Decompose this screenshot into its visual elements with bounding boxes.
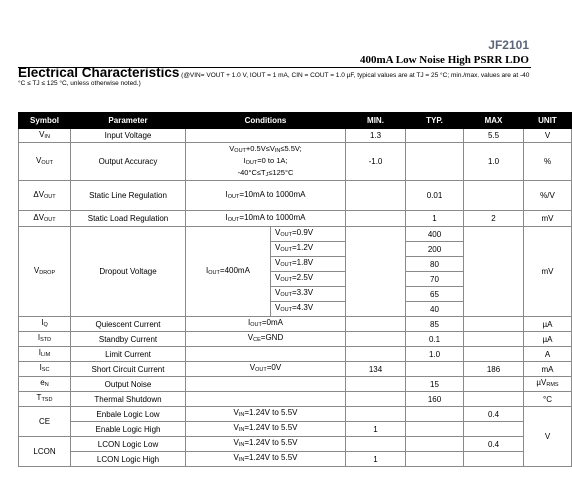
cond-text: V	[275, 228, 281, 237]
symbol-text: ΔV	[33, 189, 45, 199]
col-unit: UNIT	[524, 113, 572, 129]
part-number: JF2101	[488, 38, 529, 52]
table-row	[19, 181, 572, 211]
col-max: MAX	[464, 113, 524, 129]
cond-text: =1.24V to 5.5V	[244, 423, 298, 432]
parameter-cell: Static Load Regulation	[71, 211, 186, 227]
parameter-cell: Dropout Voltage	[71, 227, 186, 317]
symbol-sub: IN	[44, 133, 50, 140]
symbol-cell	[19, 129, 71, 143]
cond-text: =0V	[266, 363, 282, 372]
cond-sub: OUT	[208, 269, 220, 276]
cond-text: =3.3V	[291, 288, 314, 297]
symbol-sub: STD	[40, 337, 52, 343]
parameter-cell: LCON Logic Low	[71, 437, 186, 452]
typ-cell	[406, 437, 464, 452]
typ-cell: 200	[406, 242, 464, 257]
parameter-cell: Static Line Regulation	[71, 181, 186, 211]
symbol-sub: N	[44, 382, 49, 388]
typ-cell: 400	[406, 227, 464, 242]
typ-cell: 70	[406, 272, 464, 287]
cond-sub: OUT	[245, 159, 258, 166]
cond-text: V	[247, 333, 254, 342]
cond-text: V	[275, 243, 281, 252]
table-row	[19, 129, 572, 143]
cond-sub: OUT	[280, 232, 292, 238]
min-cell	[346, 211, 406, 227]
col-symbol: Symbol	[19, 113, 71, 129]
typ-cell	[406, 362, 464, 377]
col-conditions: Conditions	[186, 113, 346, 129]
cond-text: +0.5V≤V	[245, 143, 275, 153]
cond-sub: OUT	[227, 216, 240, 223]
unit-cell: mV	[524, 211, 572, 227]
subcondition-cell	[271, 287, 346, 302]
cond-text: I	[225, 212, 228, 222]
typ-cell: 0.01	[406, 181, 464, 211]
conditions-cell	[186, 362, 346, 377]
min-cell	[346, 227, 406, 317]
parameter-cell: Short Circuit Current	[71, 362, 186, 377]
conditions-cell	[186, 422, 346, 437]
table-row	[19, 437, 572, 452]
table-row	[19, 362, 572, 377]
cond-sub: OUT	[234, 147, 246, 154]
unit-cell: %	[524, 143, 572, 181]
section-heading	[18, 65, 533, 88]
min-cell: 1	[346, 422, 406, 437]
symbol-cell	[19, 181, 71, 211]
table-row	[19, 211, 572, 227]
symbol-cell	[19, 143, 71, 181]
col-min: MIN.	[346, 113, 406, 129]
conditions-cell	[186, 181, 346, 211]
max-cell: 2	[464, 211, 524, 227]
cond-text: =0mA	[261, 318, 283, 327]
cond-text: V	[233, 453, 239, 462]
table-row	[19, 452, 572, 467]
condition-line	[188, 168, 343, 180]
max-cell	[464, 347, 524, 362]
table-row	[19, 143, 572, 181]
subcondition-cell	[271, 227, 346, 242]
max-cell: 5.5	[464, 129, 524, 143]
cond-text: =1.8V	[291, 258, 314, 267]
cond-text: V	[249, 363, 256, 372]
min-cell	[346, 407, 406, 422]
parameter-cell: Output Accuracy	[71, 143, 186, 181]
min-cell	[346, 392, 406, 407]
cond-text: I	[225, 189, 228, 199]
cond-sub: OUT	[227, 193, 240, 200]
parameter-cell: Enable Logic High	[71, 422, 186, 437]
symbol-sub: OUT	[44, 216, 56, 223]
cond-text: =1.24V to 5.5V	[244, 408, 298, 417]
typ-cell: 80	[406, 257, 464, 272]
cond-sub: IN	[274, 147, 281, 154]
symbol-sub: Q	[43, 322, 48, 328]
unit-cell: V	[524, 129, 572, 143]
parameter-cell: Enbale Logic Low	[71, 407, 186, 422]
min-cell	[346, 377, 406, 392]
typ-cell	[406, 407, 464, 422]
cond-text: V	[233, 438, 239, 447]
condition-line	[188, 156, 343, 168]
min-cell	[346, 332, 406, 347]
conditions-cell	[186, 377, 346, 392]
cond-text: =0 to 1A;	[257, 155, 288, 165]
conditions-cell	[186, 407, 346, 422]
conditions-cell	[186, 143, 346, 181]
max-cell: 0.4	[464, 437, 524, 452]
symbol-cell	[19, 211, 71, 227]
table-row	[19, 377, 572, 392]
max-cell: 186	[464, 362, 524, 377]
cond-sub: OUT	[280, 262, 292, 268]
unit-cell: %/V	[524, 181, 572, 211]
conditions-cell	[186, 452, 346, 467]
symbol-text: ΔV	[33, 212, 45, 222]
cond-text: I	[206, 265, 209, 275]
parameter-cell: Standby Current	[71, 332, 186, 347]
unit-cell: mA	[524, 362, 572, 377]
max-cell: 0.4	[464, 407, 524, 422]
symbol-text: I	[38, 348, 42, 357]
max-cell	[464, 392, 524, 407]
cond-sub: OUT	[250, 322, 262, 328]
conditions-cell	[186, 437, 346, 452]
cond-text: V	[275, 288, 281, 297]
parameter-cell: Input Voltage	[71, 129, 186, 143]
table-row	[19, 392, 572, 407]
table-row	[19, 407, 572, 422]
min-cell	[346, 437, 406, 452]
cond-text: =1.24V to 5.5V	[244, 438, 298, 447]
min-cell	[346, 181, 406, 211]
subcondition-cell	[271, 272, 346, 287]
parameter-cell: Quiescent Current	[71, 317, 186, 332]
max-cell	[464, 227, 524, 317]
symbol-sub: OUT	[44, 193, 56, 200]
conditions-cell	[186, 227, 271, 317]
min-cell	[346, 347, 406, 362]
cond-sub: IN	[238, 457, 245, 463]
cond-text: V	[275, 273, 281, 282]
symbol-sub: OUT	[41, 159, 53, 166]
typ-cell: 40	[406, 302, 464, 317]
cond-sub: OUT	[280, 277, 292, 283]
typ-cell	[406, 422, 464, 437]
symbol-sub: DROP	[39, 269, 56, 276]
min-cell: -1.0	[346, 143, 406, 181]
cond-sub: IN	[238, 427, 245, 433]
typ-cell	[406, 129, 464, 143]
symbol-cell: CE	[19, 407, 71, 437]
symbol-text: I	[39, 363, 42, 372]
max-cell	[464, 332, 524, 347]
symbol-cell	[19, 347, 71, 362]
symbol-text: T	[36, 393, 42, 402]
typ-cell: 85	[406, 317, 464, 332]
cond-text: -40°C≤T	[237, 167, 266, 177]
subcondition-cell	[271, 257, 346, 272]
max-cell	[464, 181, 524, 211]
cond-text: V	[275, 303, 281, 312]
typ-cell	[406, 143, 464, 181]
symbol-cell	[19, 332, 71, 347]
typ-cell: 65	[406, 287, 464, 302]
cond-text: V	[229, 143, 235, 153]
symbol-cell	[19, 317, 71, 332]
table-row	[19, 332, 572, 347]
cond-text: =2.5V	[291, 273, 314, 282]
subcondition-cell	[271, 302, 346, 317]
section-conditions: (@VIN= VOUT + 1.0 V, IOUT = 1 mA, CIN = COUT = 1.0 µF, typical values are at TJ = 25 °C; min./max. values are at -40 °C ≤ TJ ≤ 125 °C, unless otherwise noted.)	[18, 72, 530, 87]
unit-cell: A	[524, 347, 572, 362]
typ-cell: 15	[406, 377, 464, 392]
symbol-text: e	[40, 378, 45, 387]
symbol-cell: LCON	[19, 437, 71, 467]
max-cell	[464, 452, 524, 467]
table-row	[19, 347, 572, 362]
cond-text: V	[275, 258, 281, 267]
conditions-cell	[186, 317, 346, 332]
table-row	[19, 317, 572, 332]
col-parameter: Parameter	[71, 113, 186, 129]
unit-cell: °C	[524, 392, 572, 407]
min-cell	[346, 317, 406, 332]
cond-sub: OUT	[255, 367, 267, 373]
part-description: 400mA Low Noise High PSRR LDO	[360, 54, 529, 66]
unit-cell: µA	[524, 317, 572, 332]
conditions-cell	[186, 129, 346, 143]
symbol-sub: SC	[41, 367, 50, 373]
typ-cell: 1	[406, 211, 464, 227]
cond-text: V	[233, 408, 239, 417]
min-cell: 1.3	[346, 129, 406, 143]
symbol-cell	[19, 227, 71, 317]
unit-cell: V	[524, 407, 572, 467]
parameter-cell: Limit Current	[71, 347, 186, 362]
cond-text: ≤125°C	[268, 167, 294, 177]
max-cell	[464, 377, 524, 392]
cond-text: =10mA to 1000mA	[239, 189, 306, 199]
max-cell: 1.0	[464, 143, 524, 181]
cond-text: I	[248, 318, 251, 327]
parameter-cell: Thermal Shutdown	[71, 392, 186, 407]
typ-cell	[406, 452, 464, 467]
cond-text: =1.24V to 5.5V	[244, 453, 298, 462]
unit-sub: RMS	[546, 382, 559, 388]
cond-sub: OUT	[280, 247, 292, 253]
table-row	[19, 422, 572, 437]
col-typ: TYP.	[406, 113, 464, 129]
cond-text: =GND	[260, 333, 284, 342]
symbol-cell	[19, 392, 71, 407]
symbol-text: V	[33, 265, 40, 275]
symbol-text: V	[36, 155, 42, 165]
cond-sub: J	[265, 171, 269, 178]
unit-cell	[524, 377, 572, 392]
typ-cell: 1.0	[406, 347, 464, 362]
cond-sub: CE	[253, 337, 261, 343]
cond-text: =0.9V	[291, 228, 314, 237]
conditions-cell	[186, 211, 346, 227]
table-header-row	[19, 113, 572, 129]
symbol-text: I	[41, 318, 44, 327]
parameter-cell: LCON Logic High	[71, 452, 186, 467]
unit-cell: mV	[524, 227, 572, 317]
symbol-cell	[19, 362, 71, 377]
conditions-cell	[186, 392, 346, 407]
symbol-text: I	[37, 333, 41, 342]
cond-sub: IN	[238, 442, 245, 448]
min-cell: 134	[346, 362, 406, 377]
section-title: Electrical Characteristics	[18, 65, 180, 80]
symbol-sub: LIM	[41, 352, 51, 358]
conditions-cell	[186, 332, 346, 347]
typ-cell: 160	[406, 392, 464, 407]
cond-text: =4.3V	[291, 303, 314, 312]
min-cell: 1	[346, 452, 406, 467]
condition-line	[188, 144, 343, 156]
table-row	[19, 227, 572, 242]
cond-text: =10mA to 1000mA	[239, 212, 306, 222]
symbol-cell	[19, 377, 71, 392]
electrical-characteristics-table	[18, 112, 572, 467]
max-cell	[464, 317, 524, 332]
unit-text: µV	[536, 378, 547, 387]
typ-cell: 0.1	[406, 332, 464, 347]
cond-text: ≤5.5V;	[280, 143, 302, 153]
unit-cell: µA	[524, 332, 572, 347]
cond-sub: OUT	[280, 307, 292, 313]
max-cell	[464, 422, 524, 437]
cond-text: V	[233, 423, 239, 432]
cond-sub: OUT	[280, 292, 292, 298]
symbol-sub: TSD	[41, 397, 53, 403]
cond-text: =400mA	[219, 265, 250, 275]
subcondition-cell	[271, 242, 346, 257]
conditions-cell	[186, 347, 346, 362]
parameter-cell: Output Noise	[71, 377, 186, 392]
cond-text: =1.2V	[291, 243, 314, 252]
cond-sub: IN	[238, 412, 245, 418]
symbol-text: V	[39, 129, 45, 139]
cond-text: I	[243, 155, 246, 165]
